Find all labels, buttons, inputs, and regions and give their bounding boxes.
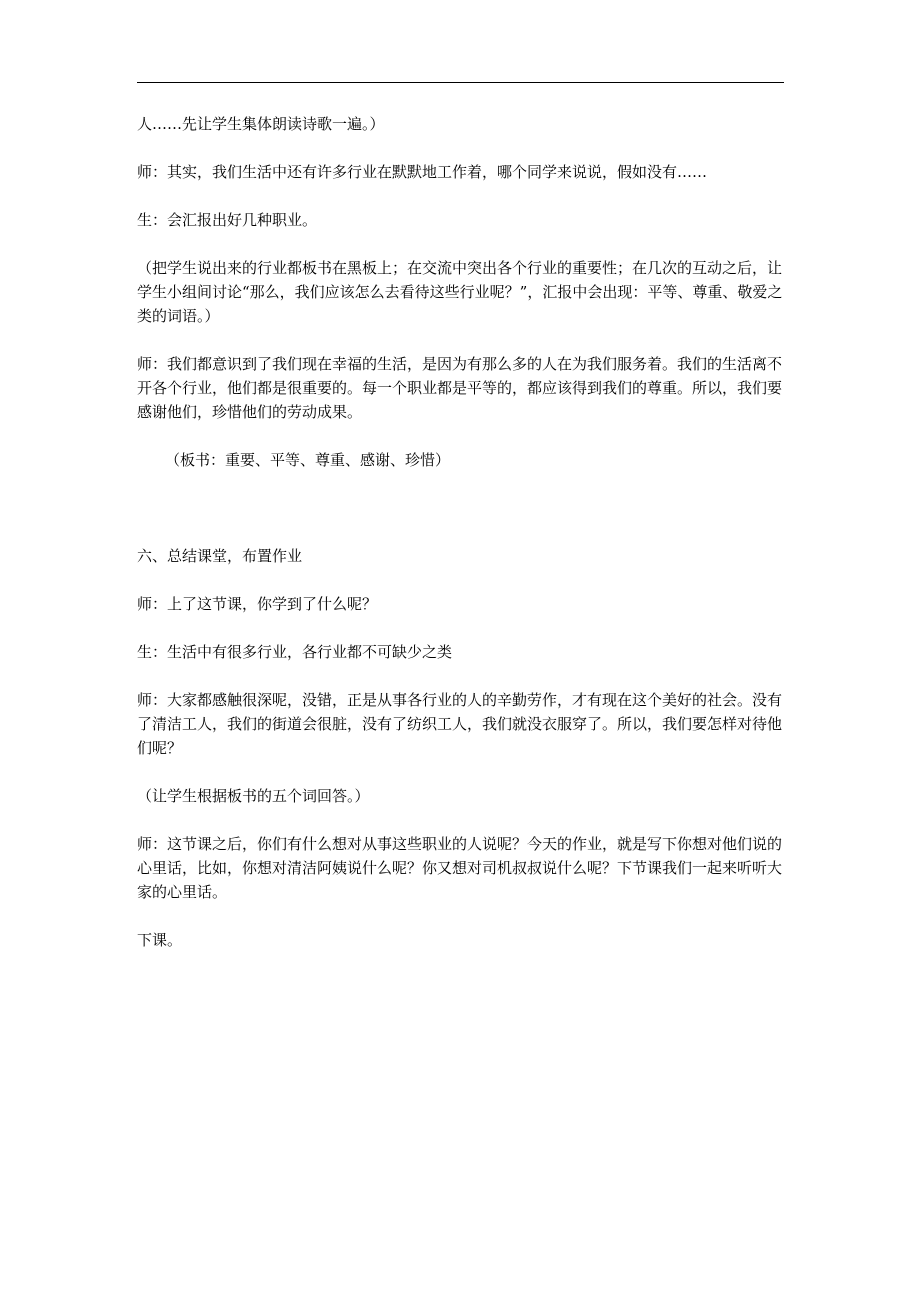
paragraph-class-end: 下课。: [137, 931, 183, 949]
paragraph-homework: 师：这节课之后，你们有什么想对从事这些职业的人说呢？今天的作业，就是写下你想对他们说的心里话，比如，你想对清洁阿姨说什么呢？你又想对司机叔叔说什么呢？下节课我们一起来听听大家的心里话。: [137, 835, 783, 901]
header-rule: [137, 82, 784, 83]
paragraph-continuation: 人……先让学生集体朗读诗歌一遍。）: [137, 115, 385, 133]
paragraph-board-words: （板书：重要、平等、尊重、感谢、珍惜）: [165, 451, 451, 469]
section-heading: 六、总结课堂，布置作业: [137, 547, 303, 565]
paragraph-board-note: （把学生说出来的行业都板书在黑板上；在交流中突出各个行业的重要性；在几次的互动之后，让学生小组间讨论“那么，我们应该怎么去看待这些行业呢？”，汇报中会出现：平等、尊重、敬爱之类的词语。）: [137, 259, 783, 325]
paragraph-student-answer: 生：生活中有很多行业，各行业都不可缺少之类: [137, 643, 453, 661]
paragraph-teacher-summary: 师：我们都意识到了我们现在幸福的生活，是因为有那么多的人在为我们服务着。我们的生活离不开各个行业，他们都是很重要的。每一个职业都是平等的，都应该得到我们的尊重。所以，我们要感谢他们，珍惜他们的劳动成果。: [137, 355, 783, 421]
paragraph-teacher-reflection: 师：大家都感触很深呢，没错，正是从事各行业的人的辛勤劳作，才有现在这个美好的社会。没有了清洁工人，我们的街道会很脏，没有了纺织工人，我们就没衣服穿了。所以，我们要怎样对待他们呢？: [137, 691, 783, 757]
paragraph-teacher-prompt: 师：其实，我们生活中还有许多行业在默默地工作着，哪个同学来说说，假如没有……: [137, 163, 708, 181]
paragraph-teacher-question: 师：上了这节课，你学到了什么呢？: [137, 595, 378, 613]
paragraph-student-report: 生：会汇报出好几种职业。: [137, 211, 318, 229]
paragraph-instruction: （让学生根据板书的五个词回答。）: [137, 787, 370, 805]
